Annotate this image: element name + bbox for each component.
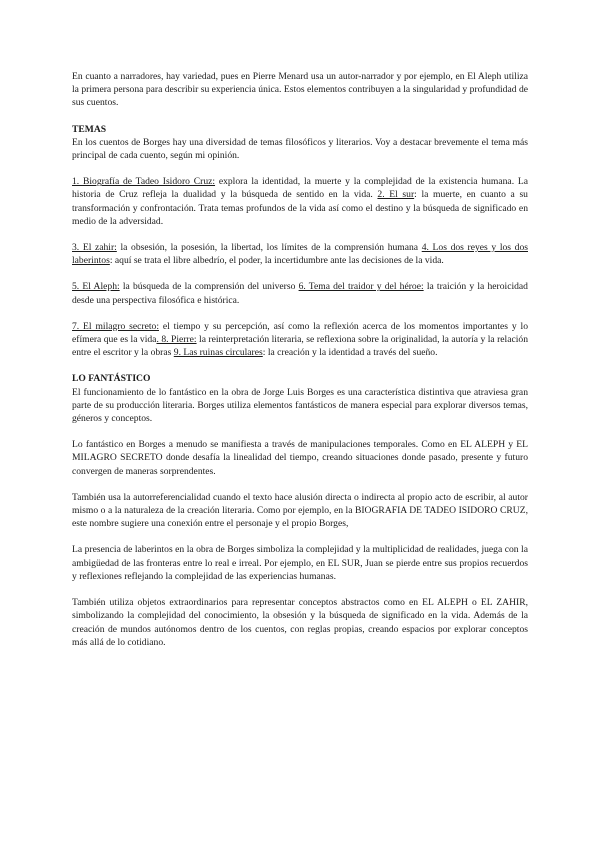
theme-title-biografia: 1. Biografía de Tadeo Isidoro Cruz: xyxy=(72,176,216,188)
temas-heading: TEMAS xyxy=(72,123,107,135)
temas-intro: En los cuentos de Borges hay una diversidad de temas filosóficos y literarios. Voy a destacar brevemente el tema más principal de cada cuento, según mi opinión. xyxy=(72,136,528,162)
theme-text-biografia: explora la identidad, la muerte y la complejidad de la existencia humana. La historia de Cruz refleja la dualidad y la búsqueda de sentido en la vida. xyxy=(72,176,528,201)
fantastico-paragraph-1: El funcionamiento de lo fantástico en la obra de Jorge Luis Borges es una característica distintiva que atraviesa gran parte de su producción literaria. Borges utiliza elementos fantásticos de manera especial para explorar diversos temas, géneros y conceptos. xyxy=(72,386,528,425)
fantastico-paragraph-5: También utiliza objetos extraordinarios para representar conceptos abstractos como en EL ALEPH o EL ZAHIR, simbolizando la complejidad del conocimiento, la obsesión y la búsqueda de significado en la vida. Además de la creación de mundos autónomos dentro de los cuentos, con reglas propias, creando espacios por explorar conceptos más allá de lo cotidiano. xyxy=(72,597,528,648)
narradores-paragraph: En cuanto a narradores, hay variedad, pues en Pierre Menard usa un autor-narrador y por ejemplo, en El Aleph utiliza la primera persona para describir su experiencia única. Estos elementos contribuyen a la singularidad y profundidad de sus cuentos. xyxy=(72,71,528,109)
theme-title-los-dos-reyes: 4. Los dos reyes y los dos laberintos xyxy=(72,242,528,267)
theme-text-ruinas-circulares: : la creación y la identidad a través del sueño. xyxy=(262,347,438,359)
theme-title-traidor-heroe: 6. Tema del traidor y del héroe: xyxy=(298,281,424,293)
fantastico-paragraph-3: También usa la autorreferencialidad cuando el texto hace alusión directa o indirecta al propio acto de escribir, al autor mismo o a la naturaleza de la creación literaria. Como por ejemplo, en la BIOGRAFIA DE TADEO ISIDORO CRUZ, este nombre sugiere una conexión entre el personaje y el propio Borges, xyxy=(72,491,528,530)
theme-title-ruinas-circulares: 9. Las ruinas circulares xyxy=(173,347,263,359)
theme-title-milagro-secreto: 7. El milagro secreto: xyxy=(72,320,159,332)
fantastico-paragraph-4: La presencia de laberintos en la obra de Borges simboliza la complejidad y la multiplicidad de realidades, juega con la ambigüedad de las fronteras entre lo real e irreal. Por ejemplo, en EL SUR, Juan se pierde entre sus propios recuerdos y reflexiones reflejando la complejidad de las experiencias humanas. xyxy=(72,544,528,582)
temas-item-5-6 xyxy=(72,280,528,306)
theme-title-pierre: . 8. Pierre: xyxy=(156,334,197,346)
theme-text-el-aleph: la búsqueda de la comprensión del universo xyxy=(119,281,299,293)
theme-title-el-aleph: 5. El Aleph: xyxy=(72,281,120,293)
temas-item-7-9 xyxy=(72,320,528,360)
temas-item-1-2 xyxy=(72,175,528,228)
theme-text-el-zahir: la obsesión, la posesión, la libertad, los límites de la comprensión humana xyxy=(116,242,422,254)
theme-text-milagro-secreto: el tiempo y su percepción, así como la reflexión acerca de los momentos importantes y lo efímera que es la vida xyxy=(72,320,528,346)
theme-text-traidor-heroe: la traición y la heroicidad desde una perspectiva filosófica e histórica. xyxy=(72,281,528,306)
theme-text-los-dos-reyes: : aquí se trata el libre albedrío, el poder, la incertidumbre ante las decisiones de la vida. xyxy=(109,255,444,267)
fantastico-paragraph-2: Lo fantástico en Borges a menudo se manifiesta a través de manipulaciones temporales. Como en EL ALEPH y EL MILAGRO SECRETO donde desafía la linealidad del tiempo, creando situaciones donde pasado, presente y futuro convergen de maneras sorprendentes. xyxy=(72,439,528,477)
theme-text-pierre: la reinterpretación literaria, se reflexiona sobre la originalidad, la autoría y la relación entre el escritor y la obras xyxy=(72,334,529,359)
fantastico-heading: LO FANTÁSTICO xyxy=(72,373,151,385)
document-page xyxy=(72,70,528,649)
temas-item-3-4 xyxy=(72,241,528,267)
theme-title-el-sur: 2. El sur xyxy=(377,189,415,201)
theme-title-el-zahir: 3. El zahir: xyxy=(72,242,117,254)
theme-text-el-sur: : la muerte, en cuanto a su transformación y confrontación. Trata temas profundos de la vida así como el destino y la búsqueda de significado en medio de la adversidad. xyxy=(72,189,528,227)
